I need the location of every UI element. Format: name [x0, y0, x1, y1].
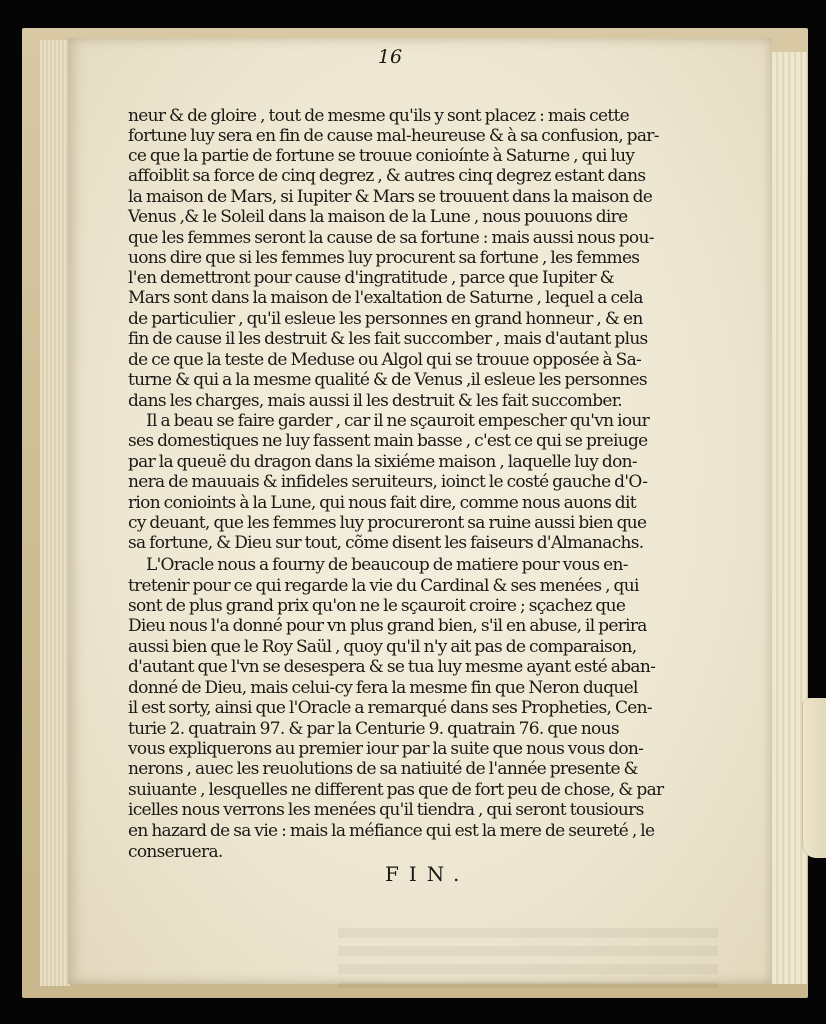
text-line: Venus ,& le Soleil dans la maison de la Lune , nous pouuons dire — [128, 207, 628, 227]
text-line: nerons , auec les reuolutions de sa natiuité de l'année presente & — [128, 759, 638, 779]
page-edge-stack-left — [40, 40, 71, 986]
text-line: conseruera. — [128, 842, 223, 862]
text-line: L'Oracle nous a fourny de beaucoup de matiere pour vous en- — [146, 555, 628, 575]
page-number: 16 — [377, 46, 403, 68]
text-line: affoiblit sa force de cinq degrez , & autres cinq degrez estant dans — [128, 166, 646, 186]
text-line: aussi bien que le Roy Saül , quoy qu'il n'y ait pas de comparaison, — [128, 637, 637, 657]
text-line: en hazard de sa vie : mais la méfiance qui est la mere de seureté , le — [128, 821, 655, 841]
text-line: fin de cause il les destruit & les fait succomber , mais d'autant plus — [128, 329, 648, 349]
text-line: sa fortune, & Dieu sur tout, cõme disent les faiseurs d'Almanachs. — [128, 533, 644, 553]
text-line: Dieu nous l'a donné pour vn plus grand bien, s'il en abuse, il perira — [128, 616, 647, 636]
text-line: par la queuë du dragon dans la sixiéme maison , laquelle luy don- — [128, 452, 637, 472]
text-line: de particulier , qu'il esleue les personnes en grand honneur , & en — [128, 309, 643, 329]
text-line: ce que la partie de fortune se trouue conioínte à Saturne , qui luy — [128, 146, 635, 166]
text-line: dans les charges, mais aussi il les destruit & les fait succomber. — [128, 391, 623, 411]
text-line: suiuante , lesquelles ne different pas que de fort peu de chose, & par — [128, 780, 664, 800]
text-line: vous expliquerons au premier iour par la suite que nous vous don- — [128, 739, 644, 759]
text-line: donné de Dieu, mais celui-cy fera la mesme fin que Neron duquel — [128, 678, 638, 698]
text-line: il est sorty, ainsi que l'Oracle a remarqué dans ses Propheties, Cen- — [128, 698, 652, 718]
text-line: Il a beau se faire garder , car il ne sçauroit empescher qu'vn iour — [146, 411, 650, 431]
text-line: sont de plus grand prix qu'on ne le sçauroit croire ; sçachez que — [128, 596, 626, 616]
text-line: uons dire que si les femmes luy procurent sa fortune , les femmes — [128, 248, 640, 268]
text-line: Mars sont dans la maison de l'exaltation de Saturne , lequel a cela — [128, 288, 643, 308]
page-edge-stack-right — [766, 52, 807, 984]
text-line: turie 2. quatrain 97. & par la Centurie 9. quatrain 76. que nous — [128, 719, 619, 739]
text-line: neur & de gloire , tout de mesme qu'ils y sont placez : mais cette — [128, 106, 629, 126]
text-line: fortune luy sera en fin de cause mal-heureuse & à sa confusion, par- — [128, 126, 659, 146]
torn-page-edge — [802, 698, 826, 858]
show-through-text — [338, 928, 718, 988]
text-line: la maison de Mars, si Iupiter & Mars se trouuent dans la maison de — [128, 187, 653, 207]
text-line: rion conioints à la Lune, qui nous fait dire, comme nous auons dit — [128, 493, 636, 513]
text-line: ses domestiques ne luy fassent main basse , c'est ce qui se preiuge — [128, 431, 648, 451]
text-line: cy deuant, que les femmes luy procureront sa ruine aussi bien que — [128, 513, 647, 533]
text-line: turne & qui a la mesme qualité & de Venus ,il esleue les personnes — [128, 370, 647, 390]
text-line: nera de mauuais & infideles seruiteurs, ioinct le costé gauche d'O- — [128, 472, 648, 492]
text-line: que les femmes seront la cause de sa fortune : mais aussi nous pou- — [128, 228, 654, 248]
text-line: d'autant que l'vn se desespera & se tua luy mesme ayant esté aban- — [128, 657, 656, 677]
text-line: icelles nous verrons les menées qu'il tiendra , qui seront tousiours — [128, 800, 644, 820]
closing-fin: FIN. — [385, 862, 470, 886]
text-line: tretenir pour ce qui regarde la vie du Cardinal & ses menées , qui — [128, 576, 639, 596]
text-line: de ce que la teste de Meduse ou Algol qui se trouue opposée à Sa- — [128, 350, 642, 370]
text-line: l'en demettront pour cause d'ingratitude , parce que Iupiter & — [128, 268, 615, 288]
